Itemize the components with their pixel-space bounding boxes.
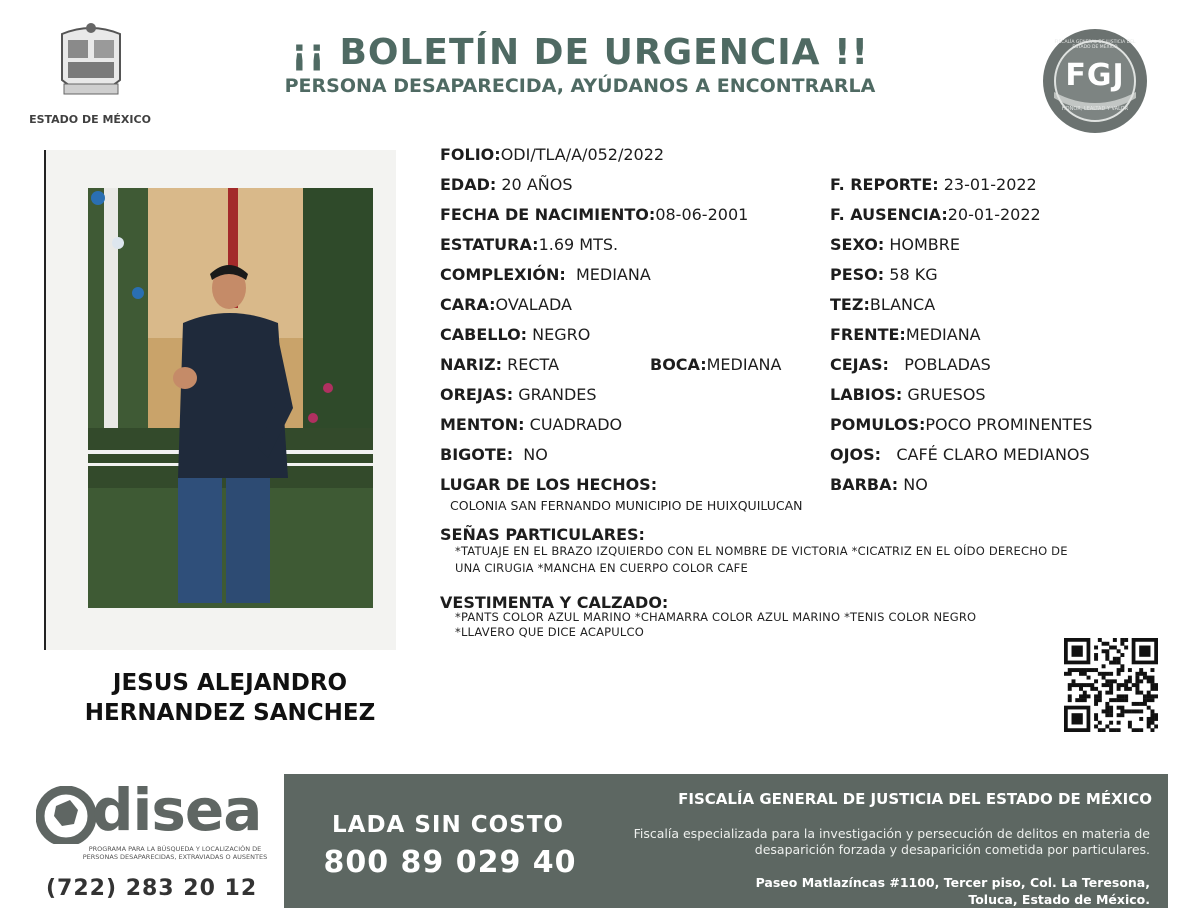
field-estatura: ESTATURA:1.69 MTS. [440,235,619,254]
field-lugar-value: COLONIA SAN FERNANDO MUNICIPIO DE HUIXQUILUCAN [450,498,803,513]
page-subtitle: PERSONA DESAPARECIDA, AYÚDANOS A ENCONTRARLA [284,75,876,97]
field-cabello: CABELLO: NEGRO [440,325,591,344]
field-fecha-nacimiento: FECHA DE NACIMIENTO:08-06-2001 [440,205,749,224]
field-cara: CARA:OVALADA [440,295,572,314]
fgj-motto: HONOR, LEALTAD Y VALOR [1061,106,1129,112]
field-barba: BARBA: NO [830,475,928,494]
field-edad: EDAD: 20 AÑOS [440,175,573,194]
lada-number[interactable]: 800 89 029 40 [323,845,577,880]
vestimenta-line2: *LLAVERO QUE DICE ACAPULCO [455,625,644,639]
fgj-logo-text: FGJ [1065,58,1125,93]
field-pomulos: POMULOS:POCO PROMINENTES [830,415,1093,434]
field-folio: FOLIO:ODI/TLA/A/052/2022 [440,145,665,164]
field-sexo: SEXO: HOMBRE [830,235,960,254]
field-nariz: NARIZ: RECTA [440,355,560,374]
field-menton: MENTON: CUADRADO [440,415,623,434]
address-line2: Toluca, Estado de México. [968,892,1150,907]
qr-code[interactable] [1064,638,1158,732]
agency-address [630,874,1150,908]
lada-label: LADA SIN COSTO [332,812,564,838]
vestimenta-text [455,610,1125,640]
field-orejas: OREJAS: GRANDES [440,385,597,404]
address-line1: Paseo Matlazíncas #1100, Tercer piso, Col. La Teresona, [755,875,1150,890]
senas-title: SEÑAS PARTICULARES: [440,525,645,544]
senas-text [455,543,1125,577]
odisea-logo [36,776,276,846]
field-f-reporte: F. REPORTE: 23-01-2022 [830,175,1037,194]
field-bigote: BIGOTE: NO [440,445,548,464]
field-frente: FRENTE:MEDIANA [830,325,981,344]
senas-line2: UNA CIRUGIA *MANCHA EN CUERPO COLOR CAFE [455,561,748,575]
missing-person-photo [88,188,373,608]
field-f-ausencia: F. AUSENCIA:20-01-2022 [830,205,1041,224]
senas-line1: *TATUAJE EN EL BRAZO IZQUIERDO CON EL NOMBRE DE VICTORIA *CICATRIZ EN EL OÍDO DERECHO DE [455,544,1068,558]
field-labios: LABIOS: GRUESOS [830,385,986,404]
field-ojos: OJOS: CAFÉ CLARO MEDIANOS [830,445,1090,464]
field-lugar-label: LUGAR DE LOS HECHOS: [440,475,658,494]
person-name-line2: HERNANDEZ SANCHEZ [84,700,376,726]
vestimenta-line1: *PANTS COLOR AZUL MARINO *CHAMARRA COLOR AZUL MARINO *TENIS COLOR NEGRO [455,610,977,624]
fgj-ring-text: FISCALÍA GENERAL DE JUSTICIA DEL ESTADO DE MÉXICO [1054,40,1136,50]
fgj-seal-logo [1040,26,1150,136]
page-title: ¡¡ BOLETÍN DE URGENCIA !! [291,32,869,73]
agency-description: Fiscalía especializada para la investigación y persecución de delitos en materia de desaparición forzada y desaparición cometida por particulares. [633,826,1150,857]
odisea-phone[interactable]: (722) 283 20 12 [46,876,258,901]
field-tez: TEZ:BLANCA [830,295,936,314]
person-name-line1: JESUS ALEJANDRO [112,670,348,696]
field-boca: BOCA:MEDIANA [650,355,782,374]
person-name [40,668,420,728]
vestimenta-title: VESTIMENTA Y CALZADO: [440,593,669,612]
odisea-caption: PROGRAMA PARA LA BÚSQUEDA Y LOCALIZACIÓN DE PERSONAS DESAPARECIDAS, EXTRAVIADAS O AUSENTES [82,845,268,861]
field-complexion: COMPLEXIÓN: MEDIANA [440,265,651,284]
odisea-map-icon [36,786,96,844]
state-coat-of-arms [50,20,132,108]
agency-title: FISCALÍA GENERAL DE JUSTICIA DEL ESTADO DE MÉXICO [678,790,1152,808]
odisea-logo-text: disea [92,776,262,844]
field-peso: PESO: 58 KG [830,265,938,284]
state-label: ESTADO DE MÉXICO [29,113,151,126]
field-cejas: CEJAS: POBLADAS [830,355,991,374]
